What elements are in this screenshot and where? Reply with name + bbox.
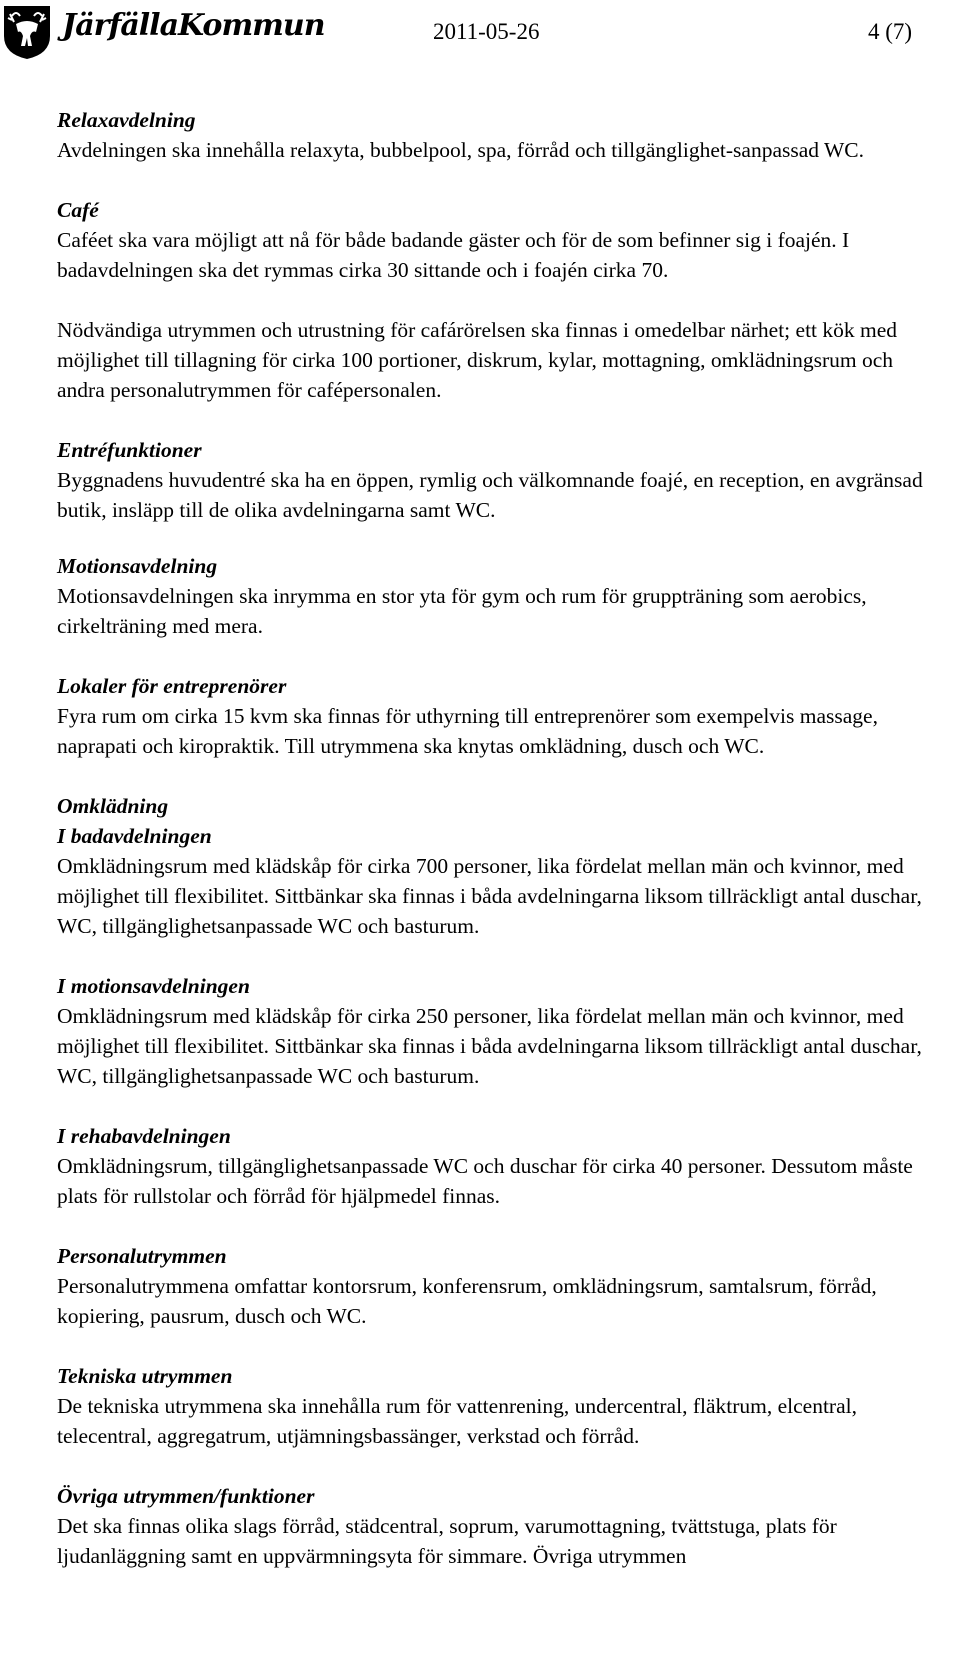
section-paragraph: Omklädningsrum, tillgänglighetsanpassade WC och duschar för cirka 40 personer. Dessutom måste plats för rullstolar och förråd för hjälpmedel finnas. [57,1154,913,1208]
section-paragraph: De tekniska utrymmena ska innehålla rum för vattenrening, undercentral, fläktrum, elcentral, telecentral, aggregatrum, utjämningsbassänger, verkstad och förråd. [57,1394,857,1448]
section-ovriga [57,1481,937,1571]
section-subheading: I motionsavdelningen [57,974,250,998]
section-paragraph: Avdelningen ska innehålla relaxyta, bubbelpool, spa, förråd och tillgänglighet-sanpassad WC. [57,138,865,162]
section-motion [57,551,937,641]
section-heading: Personalutrymmen [57,1244,227,1268]
document-body [57,105,937,1571]
moose-crest-icon [2,2,52,60]
section-paragraph: Byggnadens huvudentré ska ha en öppen, rymlig och välkomnande foajé, en reception, en avgränsad butik, insläpp till de olika avdelningarna samt WC. [57,468,923,522]
section-paragraph: Omklädningsrum med klädskåp för cirka 250 personer, lika fördelat mellan män och kvinnor, med möjlighet till flexibilitet. Sittbänkar ska finnas i båda avdelningarna liksom tillräckligt antal duschar, WC, tillgänglighetsanpassade WC och basturum. [57,1004,922,1088]
section-personal [57,1241,937,1331]
page-header [0,0,960,66]
section-omkladning [57,791,937,821]
section-heading: Motionsavdelning [57,554,218,578]
section-heading: Tekniska utrymmen [57,1364,233,1388]
document-date: 2011-05-26 [433,19,540,44]
section-relax [57,105,937,165]
section-paragraph: Personalutrymmena omfattar kontorsrum, konferensrum, omklädningsrum, samtalsrum, förråd, kopiering, pausrum, dusch och WC. [57,1274,877,1328]
section-badavdelningen [57,821,937,941]
section-heading: Entréfunktioner [57,438,202,462]
section-entre [57,435,937,525]
section-paragraph: Caféet ska vara möjligt att nå för både badande gäster och för de som befinner sig i foajén. I badavdelningen ska det rymmas cirka 30 sittande och i foajén cirka 70. [57,228,850,282]
section-cafe [57,195,937,405]
section-rehabavdelningen [57,1121,937,1211]
section-heading: Relaxavdelning [57,108,196,132]
section-paragraph: Motionsavdelningen ska inrymma en stor yta för gym och rum för gruppträning som aerobics, cirkelträning med mera. [57,584,867,638]
page-number: 4 (7) [868,19,913,44]
section-heading: Omklädning [57,794,169,818]
section-tekniska [57,1361,937,1451]
section-subheading: I rehabavdelningen [57,1124,231,1148]
section-subheading: I badavdelningen [57,824,212,848]
section-paragraph: Nödvändiga utrymmen och utrustning för cafárörelsen ska finnas i omedelbar närhet; ett kök med möjlighet till tillagning för cirka 100 portioner, diskrum, kylar, mottagning, omklädningsrum och andra personalutrymmen för cafépersonalen. [57,318,898,402]
section-paragraph: Fyra rum om cirka 15 kvm ska finnas för uthyrning till entreprenörer som exempelvis massage, naprapati och kiropraktik. Till utrymmena ska knytas omklädning, dusch och WC. [57,704,878,758]
section-paragraph: Omklädningsrum med klädskåp för cirka 700 personer, lika fördelat mellan män och kvinnor, med möjlighet till flexibilitet. Sittbänkar ska finnas i båda avdelningarna liksom tillräckligt antal duschar, WC, tillgänglighetsanpassade WC och basturum. [57,854,922,938]
section-heading: Lokaler för entreprenörer [57,674,287,698]
section-motionsavdelningen [57,971,937,1091]
section-paragraph: Det ska finnas olika slags förråd, städcentral, soprum, varumottagning, tvättstuga, plats för ljudanläggning samt en uppvärmningsyta för simmare. Övriga utrymmen [57,1514,837,1568]
section-heading: Café [57,198,99,222]
municipality-logo-text: JärfällaKommun [62,8,325,43]
section-entreprenorer [57,671,937,761]
section-heading: Övriga utrymmen/funktioner [57,1484,315,1508]
